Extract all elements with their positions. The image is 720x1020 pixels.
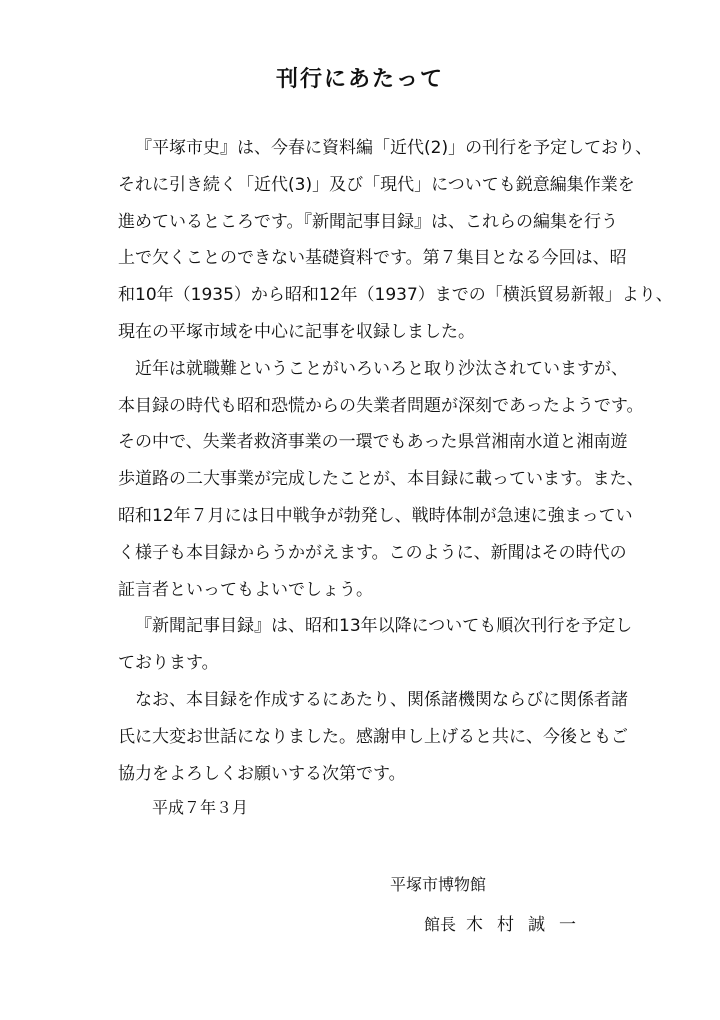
document-title: 刊行にあたって bbox=[275, 67, 444, 92]
body-line: 近年は就職難ということがいろいろと取り沙汰されていますが、 bbox=[135, 358, 628, 379]
document-date: 平成７年３月 bbox=[152, 798, 249, 817]
body-text bbox=[118, 130, 673, 792]
body-line: 本目録の時代も昭和恐慌からの失業者問題が深刻であったようです。 bbox=[118, 395, 644, 416]
body-line: 昭和12年７月には日中戦争が勃発し、戦時体制が急速に強まってい bbox=[118, 505, 633, 526]
signature-name: 木村誠一 bbox=[466, 915, 591, 935]
body-line: 歩道路の二大事業が完成したことが、本目録に載っています。また、 bbox=[118, 469, 644, 490]
body-line: 『平塚市史』は、今春に資料編「近代(2)」の刊行を予定しており、 bbox=[135, 138, 653, 158]
body-line: 上で欠くことのできない基礎資料です。第７集目となる今回は、昭 bbox=[118, 248, 627, 269]
body-line: 『新聞記事目録』は、昭和13年以降についても順次刊行を予定し bbox=[135, 616, 633, 637]
body-line: 現在の平塚市域を中心に記事を収録しました。 bbox=[118, 321, 475, 342]
signature bbox=[424, 910, 590, 935]
body-line: それに引き続く「近代(3)」及び「現代」についても鋭意編集作業を bbox=[118, 174, 635, 195]
body-line: 進めているところです。『新聞記事目録』は、これらの編集を行う bbox=[118, 211, 618, 232]
body-line: ております。 bbox=[118, 653, 219, 674]
body-line: 協力をよろしくお願いする次第です。 bbox=[118, 763, 406, 784]
organization-name: 平塚市博物館 bbox=[390, 875, 487, 894]
body-line: 和10年（1935）から昭和12年（1937）までの「横浜貿易新報」より、 bbox=[118, 285, 673, 306]
body-line: 氏に大変お世話になりました。感謝申し上げると共に、今後ともご bbox=[118, 726, 628, 747]
signature-title: 館長 bbox=[424, 915, 457, 934]
body-line: 証言者といってもよいでしょう。 bbox=[118, 579, 373, 600]
body-line: なお、本目録を作成するにあたり、関係諸機関ならびに関係者諸 bbox=[135, 689, 628, 710]
body-line: く様子も本目録からうかがえます。このように、新聞はその時代の bbox=[118, 542, 627, 563]
body-line: その中で、失業者救済事業の一環でもあった県営湘南水道と湘南遊 bbox=[118, 432, 628, 453]
